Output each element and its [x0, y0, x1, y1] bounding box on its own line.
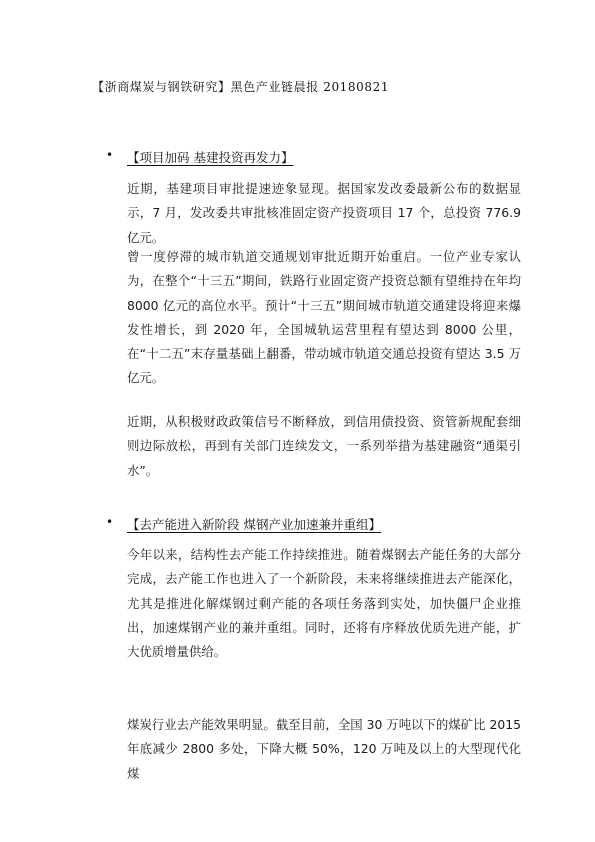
paragraph: 今年以来，结构性去产能工作持续推进。随着煤钢去产能任务的大部分完成，去产能工作也进入了一个新阶段，未来将继续推进去产能深化，尤其是推进化解煤钢过剩产能的各项任务落到实处，加快僵尸企业推出，加速煤钢产业的兼并重组。同时，还将有序释放优质先进产能，扩大优质增量供给。	[127, 547, 521, 660]
paragraph: 曾一度停滞的城市轨道交通规划审批近期开始重启。一位产业专家认为，在整个“十三五”期间，铁路行业固定资产投资总额有望维持在年均 8000 亿元的高位水平。预计“十三五”期间城市轨道交通建设将迎来爆发性增长，到 2020 年，全国城轨运营里程有望达到 8000 公里，在“十二五”末存量基础上翻番，带动城市轨道交通总投资有望达 3.5 万亿元。	[127, 249, 521, 386]
paragraph: 近期，从积极财政政策信号不断释放，到信用债投资、资管新规配套细则边际放松，再到有关部门连续发文，一系列举措为基建融资“通渠引水”。	[127, 414, 521, 478]
paragraph: 近期，基建项目审批提速迹象显现。据国家发改委最新公布的数据显示，7 月，发改委共审批核准固定资产投资项目 17 个，总投资 776.9 亿元。	[127, 181, 521, 245]
report-title: 【浙商煤炭与钢铁研究】黑色产业链晨报 20180821	[92, 80, 390, 94]
paragraph: 煤炭行业去产能效果明显。截至目前，全国 30 万吨以下的煤矿比 2015 年底减少 2800 多处，下降大概 50%，120 万吨及以上的大型现代化煤	[127, 717, 521, 781]
bullet-icon: •	[106, 148, 114, 162]
section-heading-text: 【项目加码 基建投资再发力】	[127, 150, 294, 165]
bullet-icon: •	[106, 515, 114, 529]
section-heading-text: 【去产能进入新阶段 煤钢产业加速兼并重组】	[127, 517, 381, 532]
